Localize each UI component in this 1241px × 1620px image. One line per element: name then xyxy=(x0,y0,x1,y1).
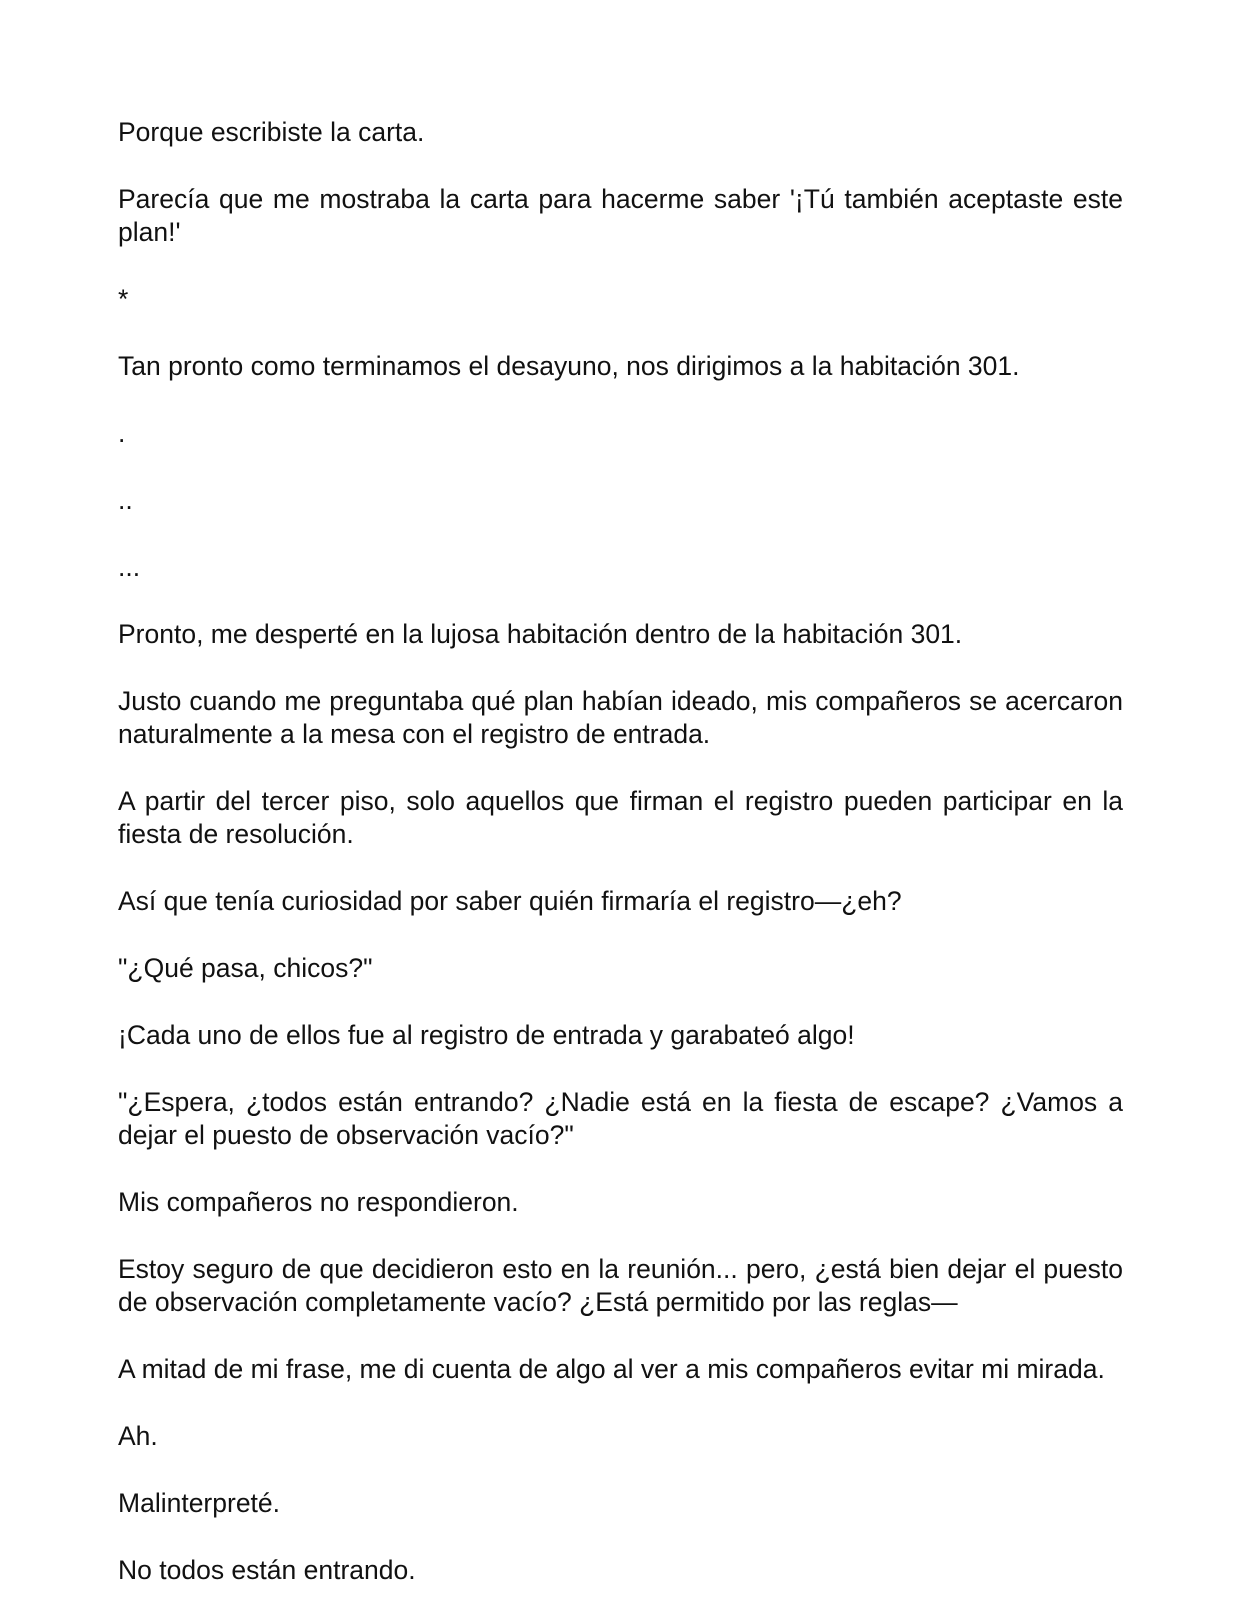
dialogue-line: "¿Espera, ¿todos están entrando? ¿Nadie está en la fiesta de escape? ¿Vamos a dejar el puesto de observación vacío?" xyxy=(118,1087,1123,1150)
paragraph: Tan pronto como terminamos el desayuno, nos dirigimos a la habitación 301. xyxy=(118,351,1020,381)
ellipsis-line: .. xyxy=(118,485,133,515)
paragraph: Estoy seguro de que decidieron esto en la reunión... pero, ¿está bien dejar el puesto de observación completamente vacío? ¿Está permitido por las reglas— xyxy=(118,1254,1123,1317)
paragraph: Mis compañeros no respondieron. xyxy=(118,1187,519,1217)
paragraph: No todos están entrando. xyxy=(118,1555,416,1585)
dialogue-line: "¿Qué pasa, chicos?" xyxy=(118,953,373,983)
paragraph: Porque escribiste la carta. xyxy=(118,117,425,147)
paragraph: Justo cuando me preguntaba qué plan habían ideado, mis compañeros se acercaron naturalmente a la mesa con el registro de entrada. xyxy=(118,686,1123,749)
paragraph: Parecía que me mostraba la carta para hacerme saber '¡Tú también aceptaste este plan!' xyxy=(118,184,1123,247)
paragraph: A mitad de mi frase, me di cuenta de algo al ver a mis compañeros evitar mi mirada. xyxy=(118,1354,1105,1384)
paragraph: Ah. xyxy=(118,1421,158,1451)
paragraph: A partir del tercer piso, solo aquellos que firman el registro pueden participar en la fiesta de resolución. xyxy=(118,786,1123,849)
paragraph: ¡Cada uno de ellos fue al registro de entrada y garabateó algo! xyxy=(118,1020,855,1050)
paragraph: Pronto, me desperté en la lujosa habitación dentro de la habitación 301. xyxy=(118,619,963,649)
ellipsis-line: . xyxy=(118,418,126,448)
paragraph: Malinterpreté. xyxy=(118,1488,281,1518)
ellipsis-line: ... xyxy=(118,552,141,582)
scene-break-asterisk: * xyxy=(118,284,129,314)
document-body xyxy=(118,116,1123,1620)
paragraph: Así que tenía curiosidad por saber quién firmaría el registro—¿eh? xyxy=(118,886,902,916)
